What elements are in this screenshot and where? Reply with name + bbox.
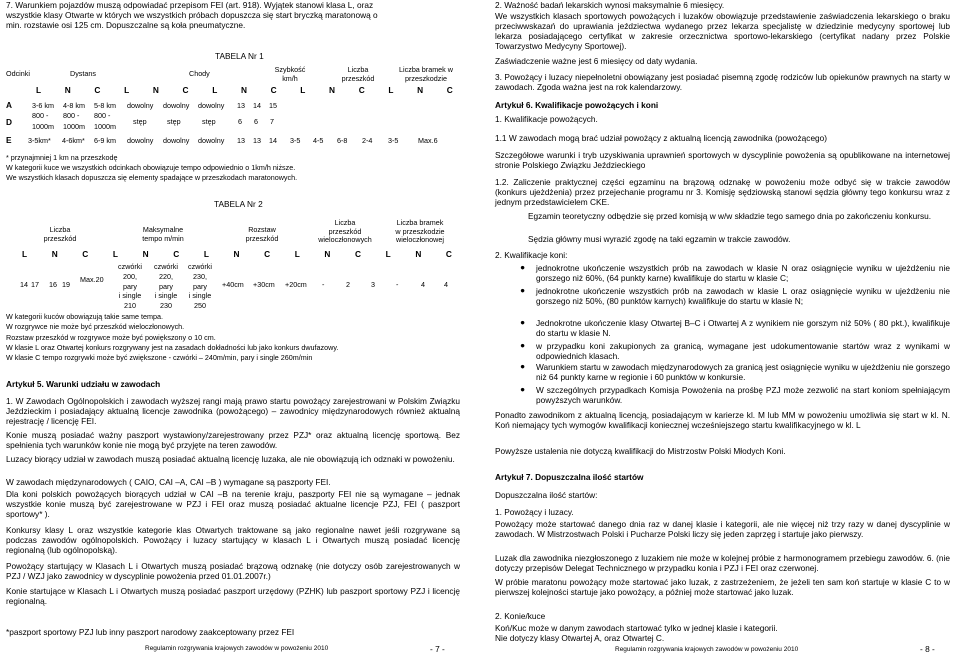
bullet-dot-icon: ● — [520, 262, 526, 272]
r-p2: 2. Ważność badań lekarskich wynosi maksymalnie 6 miesięcy. — [495, 0, 725, 10]
art5-p2: Konie muszą posiadać ważny paszport wystawiony/zarejestrowany przez PZJ* oraz aktualną licencję sportową. Bez spełnienia tych warunków konie nie mogą być przyjęte na teren zawodów. — [6, 430, 460, 450]
art6-1: 1. Kwalifikacje powożących. — [495, 114, 598, 124]
bullet-6: W szczególnych przypadkach Komisja Powożenia na prośbę PZJ może zezwolić na start koniom spełniającym powyższych warunków. — [536, 385, 950, 405]
t2-cell: 16 — [49, 280, 57, 289]
t1-note-3: We wszystkich klasach dopuszcza się elementy spadające w przeszkodach maratonowych. — [6, 173, 298, 182]
t1-row-e-label: E — [6, 135, 12, 145]
art6-11b: Szczegółowe warunki i tryb uzyskiwania uprawnień sportowych w dyscyplinie powożenia są opublikowane na internetowej stronie Polskiego Związku Jeździeckiego — [495, 150, 950, 170]
t2-cell: 4 — [444, 280, 448, 289]
t2-cell: Max.20 — [80, 275, 104, 284]
t1-h-liczba: Liczba przeszkód — [341, 65, 375, 83]
footer-left: Regulamin rozgrywania krajowych zawodów w powożeniu 2010 — [145, 645, 329, 652]
bullet-4: w przypadku koni zakupionych za granicą, wymagane jest udokumentowanie startów wraz z wynikami w odpowiednich klasach. — [536, 341, 950, 361]
art6-11: 1.1 W zawodach mogą brać udział powożący z aktualną licencją zawodnika (powożącego) — [495, 133, 828, 143]
t1-h-szybkosc: Szybkość km/h — [274, 65, 306, 83]
art5-p1: 1. W Zawodach Ogólnopolskich i zawodach wyższej rangi mają prawo startu powożący zarejestrowani w Polskim Związku Jeździeckim i posiadający aktualną licencje zawodnika (powożącego) – zawodnicy międzynarodowych również aktualną rejestrację / licencję FEI. — [6, 396, 460, 426]
t1-d-cell: 1000m — [32, 122, 54, 131]
t1-e-cell: 4-6km* — [62, 136, 85, 145]
bullet-5: Warunkiem startu w zawodach międzynarodowych za granicą jest osiągnięcie wyniku w ujeżdżeniu nie gorszego niż 64 punkty karne w regionie i 60 punktów w konkursie. — [536, 362, 950, 382]
t1-e-cell: 4-5 — [313, 136, 324, 145]
footer-right: Regulamin rozgrywania krajowych zawodów w powożeniu 2010 — [615, 646, 799, 653]
t1-e-cell: 3-5 — [388, 136, 399, 145]
t1-e-cell: 3-5km* — [28, 136, 51, 145]
art6-2: 2. Kwalifikacje koni: — [495, 250, 568, 260]
t2-tempo-l: czwórki 200, pary i single 210 — [118, 262, 142, 311]
t1-e-cell: 6-8 — [337, 136, 348, 145]
t2-note-1: W kategorii kuców obowiązują takie same tempa. — [6, 312, 163, 321]
t2-cell: - — [396, 280, 399, 289]
bullet-dot-icon: ● — [520, 384, 526, 394]
bullet-dot-icon: ● — [520, 340, 526, 350]
t2-cell: 19 — [62, 280, 70, 289]
intro-line-3: min. rozstawie osi 125 cm. Dopuszczalne są koła pneumatyczne. — [6, 20, 246, 30]
t1-row-d-label: D — [6, 117, 12, 127]
t2-h-rozstaw: Rozstaw przeszkód — [245, 225, 279, 243]
t1-d-cell: 7 — [270, 117, 274, 126]
t1-e-cell: dowolny — [127, 136, 154, 145]
t1-a-cell: 5-8 km — [94, 101, 116, 110]
left-page — [0, 0, 462, 655]
t1-d-cell: 800 - — [63, 111, 80, 120]
r-p3: 3. Powożący i luzacy niepełnoletni obowiązany jest posiadać pisemną zgodę rodziców lub opiekunów prawnych na starty w zawodach. Zgoda ważna jest na rok kalendarzowy. — [495, 72, 950, 92]
t2-h-bramek: Liczba bramek w przeszkodzie wieloczłonowej — [395, 218, 445, 245]
t1-e-cell: 6-9 km — [94, 136, 116, 145]
t2-cell: +20cm — [285, 280, 307, 289]
t1-note-2: W kategorii kuce we wszystkich odcinkach obowiązuje tempo odpowiednio o 1km/h niższe. — [6, 163, 296, 172]
art6-12c: Sędzia główny musi wyrazić zgodę na taki egzamin w trakcie zawodów. — [528, 234, 791, 244]
t1-d-cell: 6 — [238, 117, 242, 126]
t1-d-cell: 1000m — [63, 122, 85, 131]
t1-a-cell: 4-8 km — [63, 101, 85, 110]
t1-e-cell: dowolny — [163, 136, 190, 145]
t2-cell: +30cm — [253, 280, 275, 289]
art5-p7: Powożący startujący w Klasach L i Otwartych muszą posiadać brązową odznakę (nie dotyczy osób zarejestrowanych w PZJ / WZJ jako zawodnicy w dyscyplinie powożenia przed 01.01.2007r.) — [6, 561, 460, 581]
t1-d-cell: stęp — [202, 117, 216, 126]
t2-tempo-n: czwórki 220, pary i single 230 — [154, 262, 178, 311]
art7-2b: Nie dotyczy klasy Otwartej A, oraz Otwartej C. — [495, 633, 665, 643]
t2-note-4: W klasie L oraz Otwartej konkurs rozgrywany jest na zasadach dokładności lub jako konkurs dwufazowy. — [6, 343, 339, 352]
t1-h-liczba-bramek: Liczba bramek w przeszkodzie — [399, 65, 453, 83]
t2-cell: 4 — [421, 280, 425, 289]
art5-p5: Dla koni polskich powożących biorących udział w CAI –B na terenie kraju, paszporty FEI nie są wymagane – jednak wszystkie konie muszą być zarejestrowane w PZJ i FEI oraz muszą posiadać aktualne licencje PZJ, FEI ( paszport sportowy* ). — [6, 489, 460, 519]
t1-e-cell: 13 — [253, 136, 261, 145]
t1-a-cell: 14 — [253, 101, 261, 110]
art6-12b: Egzamin teoretyczny odbędzie się przed komisją w w/w składzie tego samego dnia po zakończeniu konkursu. — [528, 211, 932, 221]
intro-line-1: 7. Warunkiem pojazdów muszą odpowiadać przepisom FEI (art. 918). Wyjątek stanowi klasa L, oraz — [6, 0, 374, 10]
r-p2b: We wszystkich klasach sportowych powożących i luzaków obowiązuje przedstawienie zaświadczenia lekarskiego o braku przeciwwskazań do uprawiania jeździectwa wydanego przez lekarza specjalistę w dziedzinie medycyny sportowej lub lekarza posiadającego certyfikat w zakresie orzecznictwa sportowo-lekarskiego (certyfikat nadany przez Polskie Towarzystwo Medycyny Sportowej). — [495, 11, 950, 51]
r-ponadto: Ponadto zawodnikom z aktualną licencją, posiadającym w karierze kl. M lub MM w powożeniu umożliwia się start w kl. N. Koń niemający tych wymogów kwalifikacji koniecznej wcześniejszego startu kwalifikacyjnego w kl. L — [495, 410, 950, 430]
t1-e-cell: 13 — [237, 136, 245, 145]
t2-cell: 3 — [371, 280, 375, 289]
t2-cell: 2 — [346, 280, 350, 289]
bullet-2: jednokrotne ukończenie wszystkich prób na zawodach w klasie L oraz osiągnięcie wyniku w ujeżdżeniu nie gorszego niż 50%, (80 punktów karnych) kwalifikuje do startu w klasie N; — [536, 286, 950, 306]
t1-d-cell: 800 - — [32, 111, 49, 120]
footnote: *paszport sportowy PZJ lub inny paszport narodowy zaakceptowany przez FEI — [6, 627, 295, 637]
t1-d-cell: 6 — [254, 117, 258, 126]
art7-title: Artykuł 7. Dopuszczalna ilość startów — [495, 472, 644, 482]
table1-title: TABELA Nr 1 — [215, 51, 264, 61]
t2-h-liczba: Liczba przeszkód — [43, 225, 77, 243]
t1-a-cell: 3-6 km — [32, 101, 54, 110]
art7-2: 2. Konie/kuce — [495, 611, 546, 621]
t2-note-2: W rozgrywce nie może być przeszkód wieloczłonowych. — [6, 322, 185, 331]
art5-title: Artykuł 5. Warunki udziału w zawodach — [6, 379, 161, 389]
bullet-3: Jednokrotne ukończenie klasy Otwartej B–C i Otwartej A z wynikiem nie gorszym niż 50% ( 80 pkt.), kwalifikuje do startu w klasie N. — [536, 318, 950, 338]
art5-p8: Konie startujące w Klasach L i Otwartych muszą posiadać paszport urzędowy (PZHK) lub paszport sportowy PZJ i licencję regionalną. — [6, 586, 460, 606]
t1-h-chody: Chody — [189, 69, 210, 78]
t2-cell: 14 — [20, 280, 28, 289]
art6-title: Artykuł 6. Kwalifikacje powożących i koni — [495, 100, 659, 110]
art7-2a: Koń/Kuc może w danym zawodach startować tylko w jednej klasie i kategorii. — [495, 623, 778, 633]
t1-class-header-row: L N C L N C L N C L N C L N C — [36, 85, 453, 95]
t1-a-cell: 15 — [269, 101, 277, 110]
t2-note-3: Rozstaw przeszkód w rozgrywce może być powiększony o 10 cm. — [6, 333, 216, 342]
t1-row-a-label: A — [6, 100, 12, 110]
r-powyzsze: Powyższe ustalenia nie dotyczą kwalifikacji do Mistrzostw Polski Młodych Koni. — [495, 446, 786, 456]
art5-p4: W zawodach międzynarodowych ( CAIO, CAI –A, CAI –B ) wymagane są paszporty FEI. — [6, 477, 331, 487]
bullet-dot-icon: ● — [520, 317, 526, 327]
bullet-dot-icon: ● — [520, 285, 526, 295]
art7-1b: Luzak dla zawodnika niezgłoszonego z luzakiem nie może w kolejnej próbie z harmonogramem przebiegu zawodów. 6. (nie dotyczy przepisów Delegat Technicznego w przypadku konia i PZJ i FEI oraz czerwonej. — [495, 553, 950, 573]
art7-1c: W próbie maratonu powożący może startować jako luzak, z zastrzeżeniem, że jeżeli ten sam koń startuje w klasie C to w pierwszej kolejności startuje jako powożący, a później może startować jako luzak. — [495, 577, 950, 597]
art7-intro: Dopuszczalna ilość startów: — [495, 490, 598, 500]
t2-note-5: W klasie C tempo rozgrywki może być zwiększone - czwórki – 240m/min, pary i single 260m/min — [6, 353, 313, 362]
t1-h-odcinki: Odcinki — [6, 69, 30, 78]
t1-a-cell: 13 — [237, 101, 245, 110]
t1-d-cell: 800 - — [94, 111, 111, 120]
t2-cell: 17 — [31, 280, 39, 289]
t1-e-cell: 14 — [269, 136, 277, 145]
table2-title: TABELA Nr 2 — [214, 199, 263, 209]
t2-tempo-c: czwórki 230, pary i single 250 — [188, 262, 212, 311]
page-number-right: - 8 - — [920, 644, 935, 654]
t1-d-cell: stęp — [167, 117, 181, 126]
bullet-dot-icon: ● — [520, 361, 526, 371]
t1-h-dystans: Dystans — [70, 69, 96, 78]
t1-a-cell: dowolny — [163, 101, 190, 110]
bullet-1: jednokrotne ukończenie wszystkich prób na zawodach w klasie N oraz osiągnięcie wyniku w ujeżdżeniu nie gorszego niż 60%, (64 punkty karne) kwalifikuje do startu w klasie C; — [536, 263, 950, 283]
art5-p3: Luzacy biorący udział w zawodach muszą posiadać aktualną licencję luzaka, ale nie obowiązują ich odznaki w powożeniu. — [6, 454, 455, 464]
t1-a-cell: dowolny — [198, 101, 225, 110]
art6-12: 1.2. Zaliczenie praktycznej części egzaminu na brązową odznakę w powożeniu może odbyć się w trakcie zawodów (konkurs ujeżdżenia) przez przejechanie programu nr 3. Komisję sędziowską stanowi sędzia główny tego konkursu wraz z jednym przedstawicielem CKE. — [495, 177, 950, 207]
t2-cell: +40cm — [222, 280, 244, 289]
t1-note-1: * przynajmniej 1 km na przeszkodę — [6, 153, 118, 162]
t2-class-header-row: L N C L N C L N C L N C L N C — [22, 249, 452, 259]
t2-h-maks: Maksymalne tempo m/min — [142, 225, 184, 243]
t1-d-cell: 1000m — [94, 122, 116, 131]
page-number-left: - 7 - — [430, 644, 445, 654]
art5-p6: Konkursy klasy L oraz wszystkie kategorie klas Otwartych traktowane są jako regionalne nawet jeśli rozgrywane są podczas zawodów ogólnopolskich. Powożący i luzacy startujący w klasach L i Otwartych muszą posiadać licencję regionalną (lub ogólnopolską). — [6, 525, 460, 555]
t1-e-cell: 2-4 — [362, 136, 373, 145]
t1-e-cell: 3-5 — [290, 136, 301, 145]
t1-d-cell: stęp — [133, 117, 147, 126]
t2-cell: - — [322, 280, 325, 289]
t1-e-cell: Max.6 — [418, 136, 438, 145]
r-p2c: Zaświadczenie ważne jest 6 miesięcy od daty wydania. — [495, 56, 698, 66]
art7-1a: Powożący może startować danego dnia raz w danej klasie i kategorii, ale nie więcej niż trzy razy w danej dyscyplinie w zawodach. W Mistrzostwach Polski i Pucharze Polski liczy się jeden zaprzęg i startuje jako pierwszy. — [495, 519, 950, 539]
t1-e-cell: dowolny — [198, 136, 225, 145]
t1-a-cell: dowolny — [127, 101, 154, 110]
intro-line-2: wszystkie klasy Otwarte w których we wszystkich próbach dopuszcza się start bryczką maratonową o — [6, 10, 378, 20]
art7-1: 1. Powożący i luzacy. — [495, 507, 574, 517]
t2-h-wielo: Liczba przeszkód wieloczłonowych — [318, 218, 372, 245]
right-page — [490, 0, 952, 655]
